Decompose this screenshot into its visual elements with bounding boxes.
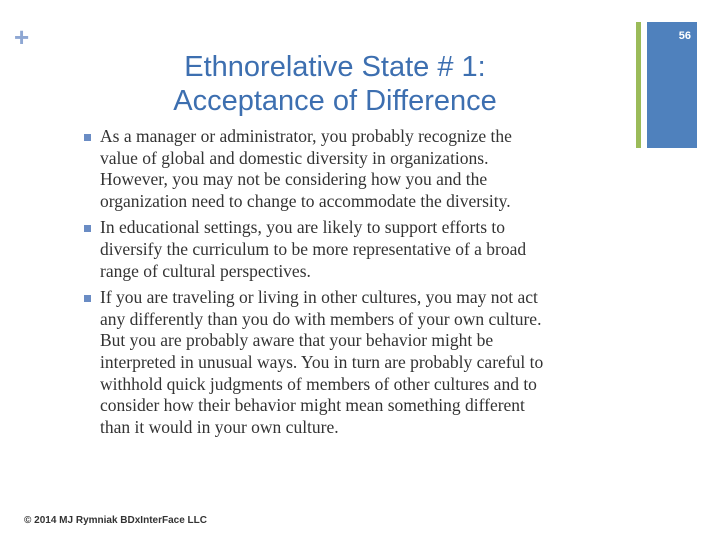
bullet-item	[84, 126, 624, 212]
title-line: Acceptance of Difference	[173, 85, 497, 117]
bullet-line: value of global and domestic diversity in organizations.	[100, 147, 489, 168]
bullet-line: In educational settings, you are likely to support efforts to	[100, 217, 506, 238]
bullet-line: range of cultural perspectives.	[100, 260, 311, 281]
copyright-footer: © 2014 MJ Rymniak BDxInterFace LLC	[24, 515, 207, 526]
bullet-line: But you are probably aware that your behavior might be	[100, 330, 494, 351]
bullet-line: organization need to change to accommodate the diversity.	[100, 190, 511, 211]
bullet-square-icon	[84, 295, 91, 302]
plus-icon: +	[14, 22, 30, 52]
bullet-line: interpreted in unusual ways. You in turn are probably careful to	[100, 351, 544, 372]
bullet-square-icon	[84, 225, 91, 232]
bullet-line: However, you may not be considering how you and the	[100, 169, 488, 190]
bullet-line: If you are traveling or living in other cultures, you may not act	[100, 287, 538, 308]
bullet-line: withhold quick judgments of members of other cultures and to	[100, 373, 537, 394]
title-line: Ethnorelative State # 1:	[184, 51, 486, 83]
bullet-item	[84, 217, 624, 282]
bullet-line: any differently than you do with members of your own culture.	[100, 308, 542, 329]
green-accent-bar	[636, 22, 641, 148]
bullet-line: consider how their behavior might mean something different	[100, 395, 525, 416]
bullet-list	[84, 126, 624, 443]
bullet-line: diversify the curriculum to be more representative of a broad	[100, 238, 527, 259]
slide-number: 56	[678, 30, 691, 42]
bullet-line: than it would in your own culture.	[100, 416, 339, 437]
slide-title	[100, 50, 570, 118]
bullet-square-icon	[84, 134, 91, 141]
bullet-line: As a manager or administrator, you probably recognize the	[100, 126, 512, 146]
bullet-item	[84, 287, 624, 438]
